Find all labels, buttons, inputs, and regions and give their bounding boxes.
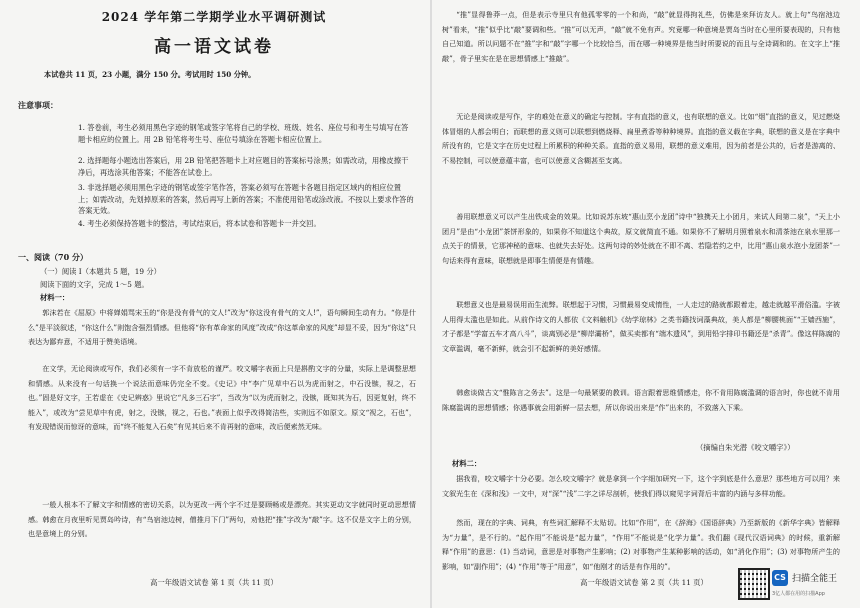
article-paragraph: 联想意义也是最易误用而生流弊。联想起于习惯，习惯最易变成惰性，一人走过的路就都跟着走，越走就越平滑俗滥。字被人用得太滥也是如此。从前作诗文的人都依《文料触机》《幼学琼林》之类书籍找词藻典故，美人都是“柳腰桃面”“王嫱西施”，才子都是“学富五车才高八斗”，谈离别必是“柳岸灞桥”，做买卖都有“端木遗风”，到用铅字排印书籍还是“杀青”。像这样陈腐的文章滥调，毫不新鲜，就会引不起新鲜的美好感情。 (442, 300, 840, 353)
page-2 (434, 0, 854, 600)
subsection-heading: （一）阅读 I（本题共 5 题，19 分） (40, 267, 161, 276)
notice-item: 4. 考生必须保持答题卡的整洁，考试结束后，将本试卷和答题卡一并交回。 (78, 219, 321, 228)
notice-item: 2. 选择题每小题选出答案后，用 2B 铅笔把答题卡上对应题目的答案标号涂黑；如需改动，用橡皮擦干净后，再选涂其他答案；不能答在试卷上。 (78, 156, 409, 177)
page-gutter (430, 0, 432, 608)
notice-item: 3. 非选择题必须用黑色字迹的钢笔或签字笔作答，答案必须写在答题卡各题目指定区域内的相应位置上；如需改动，先划掉原来的答案，然后再写上新的答案；不准使用铅笔或涂改液。不按以上要求作答的答案无效。 (78, 183, 414, 215)
scanner-brand-name: 扫描全能王 (792, 574, 838, 584)
article-paragraph: 郭沫若在《屈原》中将婵娟骂宋玉的“你是没有骨气的文人!”改为“你这没有骨气的文人!”，语句瞬间生动有力。“你是什么”是平淡叙述，“你这什么”则饱含强烈情感。但他将“你有革命家的风度”改成“你这革命家的风度”却显不妥，因为“你这”只表达为鄙弃意，不适用于赞美语境。 (28, 308, 416, 347)
article-paragraph: 据我看，咬文嚼字十分必要。怎么咬文嚼字？就是拿到一个字细加研究一下，这个字到底是什么意思？那些地方可以用？来文叙光生在《深和浅》一文中，对“深”“浅”二字之详尽剖析，使我们得以窥见字词背后丰富的内涵与多样功能。 (442, 474, 840, 498)
qr-code-icon (738, 568, 770, 600)
material-label: 材料二： (452, 459, 482, 468)
source-citation: （摘编自朱光潜《咬文嚼字》） (696, 443, 795, 452)
notice-item: 1. 答卷前，考生必须用黑色字迹的钢笔或签字笔将自己的学校、班级、姓名、座位号和考生号填写在答题卡相应的位置上。用 2B 铅笔将考生号、座位号填涂在答题卡相应位置上。 (78, 123, 409, 144)
exam-title: 2024 学年第二学期学业水平调研测试 (101, 10, 327, 24)
notice-heading: 注意事项： (18, 100, 58, 110)
exam-intro: 本试卷共 11 页，23 小题，满分 150 分。考试用时 150 分钟。 (44, 70, 256, 79)
page-1 (0, 0, 428, 600)
article-paragraph: 韩愈谈做古文“惟陈言之务去”。这是一句最紧要的教训。语言跟着思维情感走，你不肯用陈腐滥调的语言时，你也就不肯用陈腐滥调的思想情感；你遇事就会用新鲜一层去想，所以你说出来是“作”出来的，不致落入下乘。 (442, 388, 840, 412)
article-paragraph: 无论是阅读或是写作，字的难处在意义的确定与控制。字有直指的意义，也有联想的意义。比如“烟”直指的意义，见过燃烧体冒烟的人都会明白；而联想的意义则可以联想到燃烧释、扁里煮香等种种境界。直指的意义载在字典，联想的意义是在字典中所没有的，它是文字在历史过程上所累积的种种关系。直指的意义易用，联想的意义难用，因为前者是公共的，后者是游离的、不易控制，可以使意蕴丰富，也可以使意义含糊甚至支离。 (442, 112, 840, 165)
section-heading: 一、阅读（70 分） (18, 252, 88, 262)
subject-title: 高一语文试卷 (154, 37, 274, 57)
article-paragraph: 善用联想意义可以产生出铁成金的效果。比如说苏东坡“惠山烹小龙团”诗中“独携天上小团月，来试人间第二泉”，“天上小团月”是由“小龙团”茶饼形象的，如果你不知道这个典故，原文就简直不通。如果你不了解明月照着泉水和清茶池在泉水里那一点关于的情景，它那神秘的意味、也就失去好处。这两句诗的妙处就在不即不离、若隐若约之中，比用“惠山泉水泡小龙团茶”一句话来得有意味，联想就是即事生情便是有情趣。 (442, 212, 840, 265)
page-footer: 高一年级语文试卷 第 2 页（共 11 页） (580, 578, 708, 587)
material-label: 材料一： (40, 293, 70, 302)
reading-instruction: 阅读下面的文字，完成 1～5 题。 (40, 280, 149, 289)
article-paragraph: 在文学，无论阅读或写作，我们必须有一字不肯放松的谨严。咬文嚼字表面上只是斟酌文字的分量，实际上是调整思想和情感。从来没有一句话换一个说法而意味仍完全不变。《史记》中“李广见草中石以为虎而射之，中石没镞，视之，石也。”固是好文字，王若虚在《史记辨惑》里说它“凡多三石字”，当改为“以为虎而射之，没镞，既知其为石，因更复射，终不能入”，或改为“尝见草中有虎，射之，没镞，视之，石也。”表面上似乎改得简洁些，实则远不如原文。原文“视之，石也”，有发现错误而惊讶的意味，而“终不能复入石矣”有见其后来不肯再射的意味，改后便索然无味。 (28, 364, 416, 432)
article-paragraph: “推”显得鲁莽一点，但是表示寺里只有他孤零零的一个和尚，“敲”就显得拘礼些，仿佛是来拜访友人。就上句“鸟宿池边树”看来，“推”似乎比“敲”要调和些。“推”可以无声，“敲”就不免有声。究竟哪一种意境是贾岛当时在心里所要表现的，只有他自己知道。所以问题不在“推”字和“敲”字哪一个比较恰当，而在哪一种境界是他当时所要说的而且与全诗调和的。在文字上“推敲”，骨子里实在是在思想情感上“推敲”。 (442, 10, 840, 63)
page-footer: 高一年级语文试卷 第 1 页（共 11 页） (150, 578, 278, 587)
scanner-tagline: 3亿人都在用的扫描App (772, 591, 825, 597)
article-paragraph: 一般人根本不了解文字和情感的密切关系，以为更改一两个字不过是要顾畅或是漂亮。其实更动文字就同时更动思想情感。韩愈在月夜里听见贾岛吟诗，有“鸟宿池边树，僧推月下门”两句，劝他把“推”字改为“敲”字。这不仅是文字上的分别，也是意境上的分别。 (28, 500, 416, 539)
article-paragraph: 然而，现在的字典、词典，有些词汇解释不太贴切。比如“作用”，在《辞海》《国语辞典》乃至新版的《新华字典》皆解释为“力量”，是不行的。“起作用”不能说是“起力量”，“作用”不能说是“化学力量”。我们翻《现代汉语词典》的时候，重新解释“作用”的意思：(1) 当动词，意思是对事物产生影响；(2) 对事物产生某种影响的活动，如“消化作用”；(3) 对事物所产生的影响，如“副作用”；(4) “作用”等于“用意”，如“他刚才的话是有作用的”。 (442, 518, 840, 571)
camscanner-logo-icon: CS (772, 570, 788, 586)
